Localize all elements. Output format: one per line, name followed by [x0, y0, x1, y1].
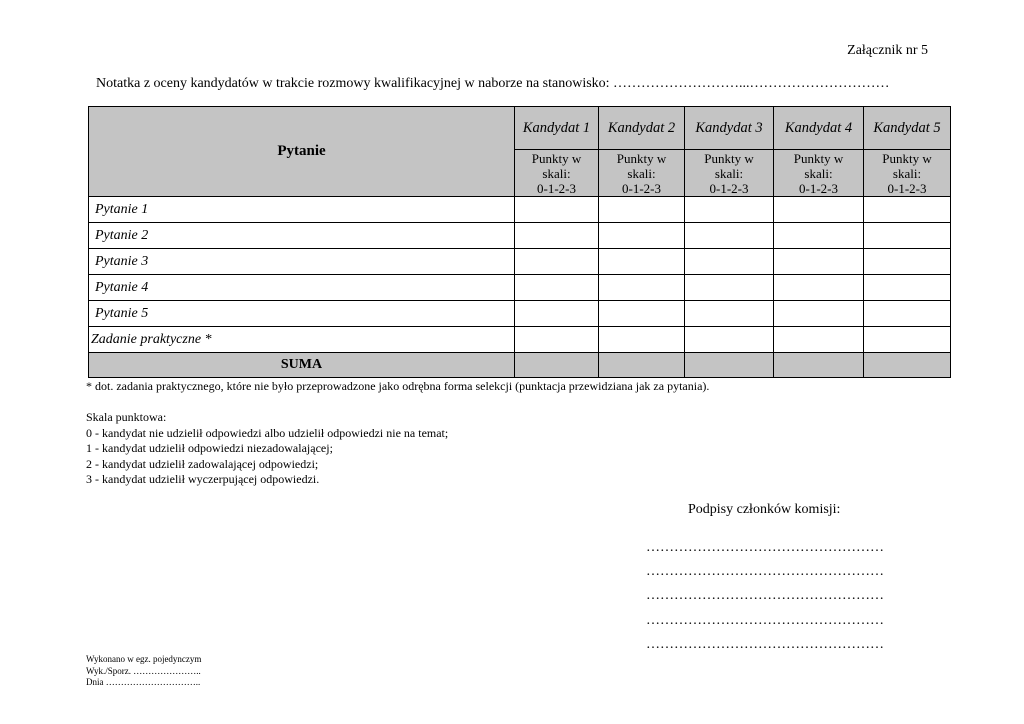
- score-cell[interactable]: [685, 197, 774, 223]
- document-title: Notatka z oceny kandydatów w trakcie rozmowy kwalifikacyjnej w naborze na stanowisko: ………………………...…………………………: [96, 76, 890, 91]
- scoring-legend: [86, 410, 448, 488]
- score-cell[interactable]: [864, 197, 951, 223]
- legend-item: 0 - kandydat nie udzielił odpowiedzi albo udzielił odpowiedzi nie na temat;: [86, 425, 449, 440]
- question-column-header: Pytanie: [89, 107, 515, 197]
- score-cell[interactable]: [774, 327, 864, 353]
- sum-cell[interactable]: [599, 353, 685, 378]
- table-row: [89, 223, 951, 249]
- score-cell[interactable]: [864, 249, 951, 275]
- legend-item: 2 - kandydat udzielił zadowalającej odpowiedzi;: [86, 456, 319, 471]
- sum-cell[interactable]: [774, 353, 864, 378]
- candidate-header-1: Kandydat 1: [515, 107, 599, 150]
- legend-item: 1 - kandydat udzielił odpowiedzi niezadowalającej;: [86, 441, 333, 455]
- score-cell[interactable]: [599, 197, 685, 223]
- question-label: Pytanie 2: [89, 223, 515, 249]
- table-row: [89, 301, 951, 327]
- score-cell[interactable]: [599, 249, 685, 275]
- scale-header-5: Punkty w skali: 0-1-2-3: [864, 150, 951, 197]
- score-cell[interactable]: [599, 301, 685, 327]
- question-label: Pytanie 3: [89, 249, 515, 275]
- table-row: [89, 249, 951, 275]
- score-cell[interactable]: [774, 275, 864, 301]
- scale-header-2: Punkty w skali: 0-1-2-3: [599, 150, 685, 197]
- footer-date: Dnia …………………………..: [86, 677, 201, 687]
- table-row: [89, 197, 951, 223]
- score-cell[interactable]: [515, 327, 599, 353]
- score-cell[interactable]: [864, 301, 951, 327]
- score-cell[interactable]: [774, 197, 864, 223]
- scale-header-3: Punkty w skali: 0-1-2-3: [685, 150, 774, 197]
- question-label: Pytanie 5: [89, 301, 515, 327]
- question-label: Pytanie 1: [89, 197, 515, 223]
- table-row: [89, 275, 951, 301]
- signature-line: ……………………………………………: [646, 612, 884, 628]
- signature-line: ……………………………………………: [646, 564, 884, 580]
- score-cell[interactable]: [515, 223, 599, 249]
- score-cell[interactable]: [515, 275, 599, 301]
- score-cell[interactable]: [685, 327, 774, 353]
- attachment-label: Załącznik nr 5: [847, 43, 928, 58]
- candidate-header-5: Kandydat 5: [864, 107, 951, 150]
- sum-label: SUMA: [89, 353, 515, 378]
- question-label: Pytanie 4: [89, 275, 515, 301]
- score-cell[interactable]: [515, 249, 599, 275]
- score-cell[interactable]: [864, 327, 951, 353]
- table-row: [89, 327, 951, 353]
- score-cell[interactable]: [599, 327, 685, 353]
- score-cell[interactable]: [774, 249, 864, 275]
- score-cell[interactable]: [599, 275, 685, 301]
- score-cell[interactable]: [515, 197, 599, 223]
- sum-cell[interactable]: [685, 353, 774, 378]
- score-cell[interactable]: [515, 301, 599, 327]
- footer-notes: [86, 654, 201, 689]
- score-cell[interactable]: [685, 301, 774, 327]
- score-cell[interactable]: [864, 275, 951, 301]
- legend-item: 3 - kandydat udzielił wyczerpującej odpowiedzi.: [86, 472, 320, 486]
- question-label: Zadanie praktyczne *: [89, 327, 515, 353]
- signature-line: ……………………………………………: [646, 588, 884, 604]
- signature-lines: [646, 536, 884, 657]
- footer-copies: Wykonano w egz. pojedynczym: [86, 654, 202, 664]
- score-cell[interactable]: [685, 223, 774, 249]
- footer-prepared-by: Wyk./Sporz. …………………..: [86, 665, 201, 676]
- candidate-header-2: Kandydat 2: [599, 107, 685, 150]
- scale-header-4: Punkty w skali: 0-1-2-3: [774, 150, 864, 197]
- signature-line: ……………………………………………: [646, 540, 884, 555]
- scale-header-1: Punkty w skali: 0-1-2-3: [515, 150, 599, 197]
- score-cell[interactable]: [685, 249, 774, 275]
- sum-cell[interactable]: [864, 353, 951, 378]
- candidate-header-4: Kandydat 4: [774, 107, 864, 150]
- sum-row: [89, 353, 951, 378]
- sum-cell[interactable]: [515, 353, 599, 378]
- signatures-title: Podpisy członków komisji:: [688, 502, 841, 517]
- score-cell[interactable]: [864, 223, 951, 249]
- score-cell[interactable]: [685, 275, 774, 301]
- signature-line: ……………………………………………: [646, 636, 884, 652]
- score-cell[interactable]: [774, 223, 864, 249]
- footnote: * dot. zadania praktycznego, które nie było przeprowadzone jako odrębna forma selekcji (punktacja przewidziana jak za pytania).: [86, 379, 710, 393]
- score-cell[interactable]: [774, 301, 864, 327]
- legend-title: Skala punktowa:: [86, 410, 167, 424]
- candidate-header-3: Kandydat 3: [685, 107, 774, 150]
- evaluation-table: [88, 106, 951, 378]
- score-cell[interactable]: [599, 223, 685, 249]
